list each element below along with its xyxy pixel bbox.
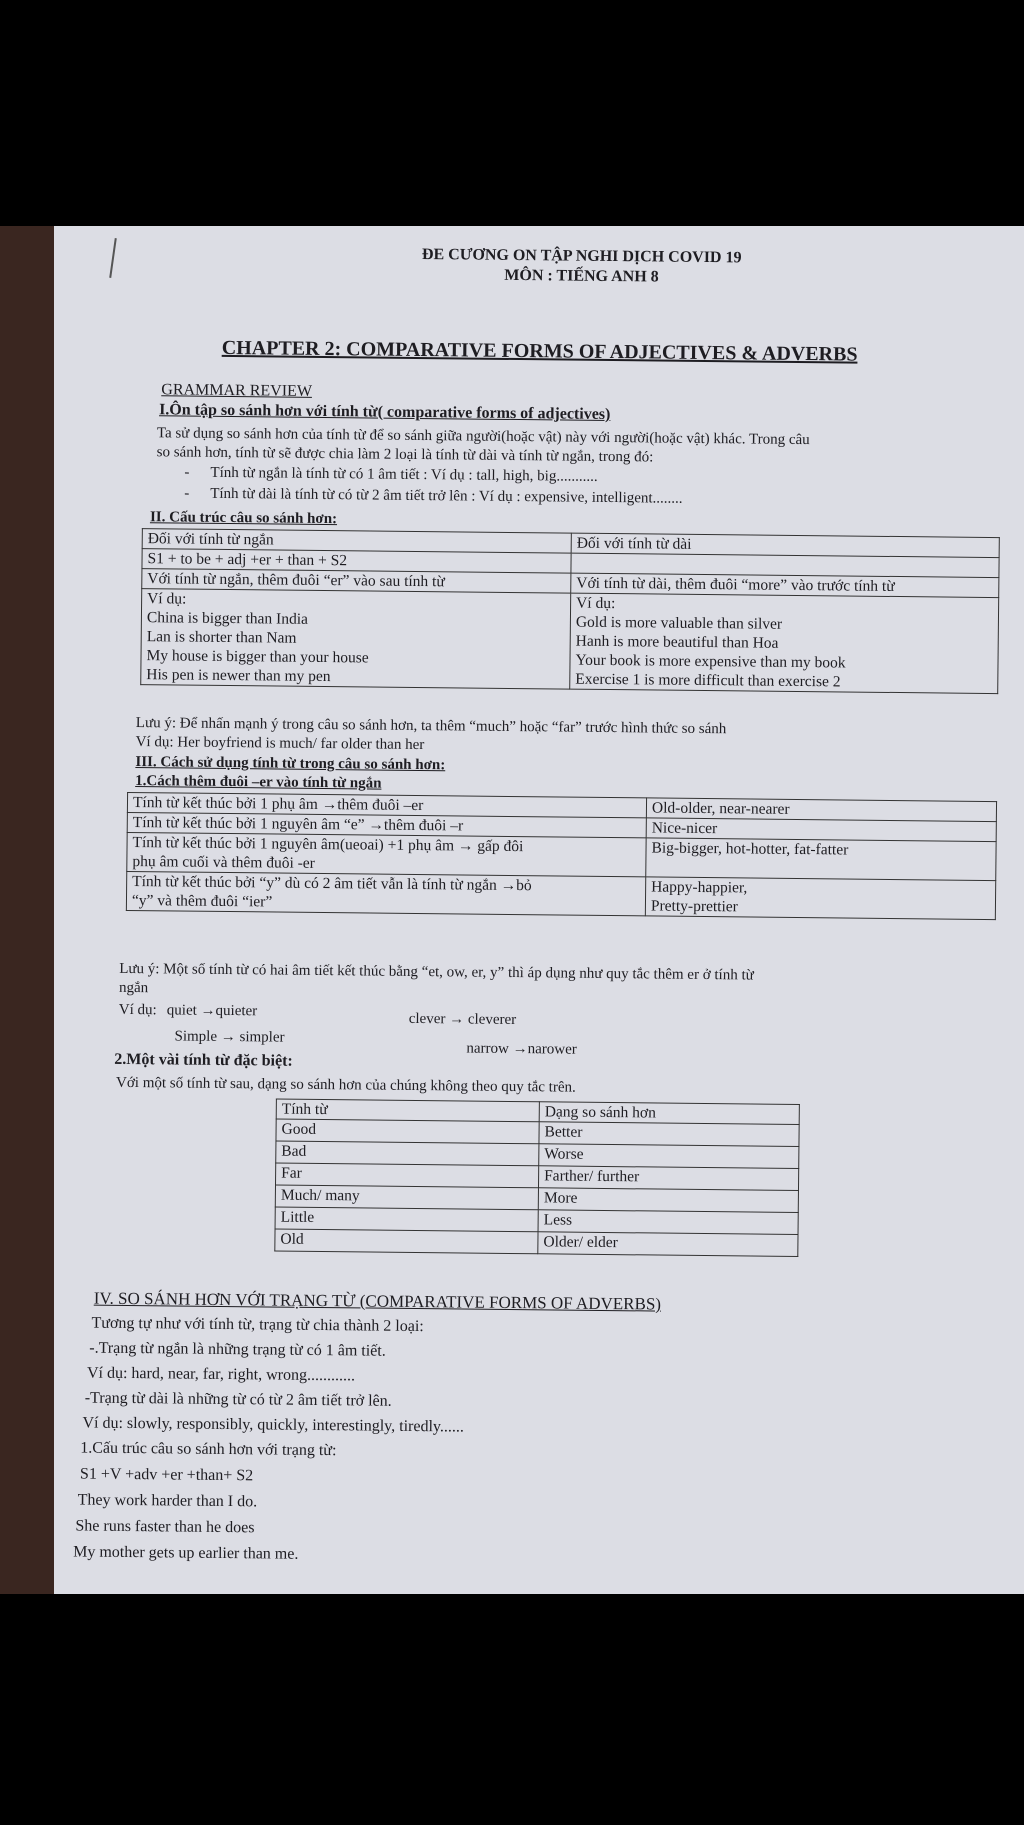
section-4-title: IV. SO SÁNH HƠN VỚI TRẠNG TỪ (COMPARATIVE FORMS OF ADVERBS) <box>93 1288 662 1314</box>
bullet-dash-1: - <box>184 464 190 481</box>
header-comparative: Dạng so sánh hơn <box>539 1102 799 1125</box>
example-cell <box>645 877 995 920</box>
section-1-para-2: so sánh hơn, tính từ sẽ được chia làm 2 loại là tính từ dài và tính từ ngắn, trong đó: <box>156 444 654 466</box>
example-narrow: narrow →narower <box>466 1040 577 1058</box>
example-long: Ví dụ: <box>576 594 616 613</box>
example-short: China is bigger than India <box>146 609 309 628</box>
section-2-title: II. Cấu trúc câu so sánh hơn: <box>149 509 338 528</box>
rule-text: Tính từ kết thúc bởi 1 nguyên âm(ueoai) +1 phụ âm → gấp đôi <box>132 834 524 856</box>
adjective-cell: Bad <box>276 1141 539 1166</box>
example-short: My house is bigger than your house <box>146 647 369 667</box>
comparative-cell: Worse <box>539 1144 799 1169</box>
example-clever: clever → cleverer <box>408 1010 517 1029</box>
rule-text: Tính từ kết thúc bởi “y” dù có 2 âm tiết vẫn là tính từ ngắn →bỏ <box>132 873 532 895</box>
section-1-bullet-1: Tính từ ngắn là tính từ có 1 âm tiết : Ví dụ : tall, high, big........... <box>210 464 598 485</box>
special-adjectives-table <box>274 1099 800 1257</box>
section-4-line: Ví dụ: hard, near, far, right, wrong............ <box>86 1364 356 1385</box>
section-3-sub-2-text: Với một số tính từ sau, dạng so sánh hơn của chúng không theo quy tắc trên. <box>115 1074 576 1096</box>
example-label: Ví dụ: <box>118 1001 157 1019</box>
rule-long: Với tính từ dài, thêm đuôi “more” vào trước tính từ <box>571 573 999 597</box>
rule-text: phụ âm cuối và thêm đuôi -er <box>132 853 315 872</box>
col-long-header: Đối với tính từ dài <box>571 533 999 557</box>
section-4-line: 1.Cấu trúc câu so sánh hơn với trạng từ: <box>80 1439 337 1460</box>
section-1-bullet-2: Tính từ dài là tính từ có từ 2 âm tiết trở lên : Ví dụ : expensive, intelligent........ <box>210 485 683 507</box>
example-simple: Simple → simpler <box>174 1028 285 1046</box>
example-short: His pen is newer than my pen <box>146 666 331 686</box>
examples-short-cell <box>141 589 571 689</box>
rule-text: Tính từ kết thúc bởi 1 phụ âm →thêm đuôi –er <box>132 794 424 815</box>
section-4-line: She runs faster than he does <box>75 1517 255 1537</box>
comparative-cell: Less <box>538 1210 798 1235</box>
bullet-dash-2: - <box>184 485 190 502</box>
comparative-cell: More <box>538 1188 798 1213</box>
header-line-1: ĐE CƯƠNG ON TẬP NGHI DỊCH COVID 19 <box>421 246 742 267</box>
comparative-cell: Farther/ further <box>538 1166 798 1191</box>
example-text: Happy-happier, <box>651 878 748 897</box>
section-1-title: I.Ôn tập so sánh hơn với tính từ( comparative forms of adjectives) <box>159 401 611 424</box>
example-long: Hanh is more beautiful than Hoa <box>575 632 779 652</box>
grammar-review-heading: GRAMMAR REVIEW <box>161 381 313 400</box>
col-short-header: Đối với tính từ ngắn <box>142 529 571 553</box>
rule-cell <box>127 832 646 876</box>
formula-short: S1 + to be + adj +er + than + S2 <box>142 549 571 573</box>
example-long: Gold is more valuable than silver <box>575 613 783 633</box>
example-text: Old-older, near-nearer <box>651 799 790 818</box>
section-4-line: S1 +V +adv +er +than+ S2 <box>79 1465 254 1485</box>
header-adjective: Tính từ <box>276 1099 539 1122</box>
section-2-note: Lưu ý: Để nhấn mạnh ý trong câu so sánh hơn, ta thêm “much” hoặc “far” trước hình thức so sánh <box>135 715 727 738</box>
example-short: Lan is shorter than Nam <box>146 628 297 647</box>
rule-text: Tính từ kết thúc bởi 1 nguyên âm “e” →thêm đuôi –r <box>132 814 464 835</box>
chapter-title: CHAPTER 2: COMPARATIVE FORMS OF ADJECTIVES & ADVERBS <box>221 336 858 366</box>
rule-cell <box>126 871 645 915</box>
section-4-line: Tương tự như với tính từ, trạng từ chia thành 2 loại: <box>91 1314 424 1336</box>
section-1-para-1: Ta sử dụng so sánh hơn của tính từ để so sánh giữa người(hoặc vật) này với người(hoặc vật) khác. Trong câu <box>156 425 810 449</box>
structure-table <box>140 528 1000 694</box>
example-text: Pretty-prettier <box>650 897 738 916</box>
section-3-note-line-1: Lưu ý: Một số tính từ có hai âm tiết kết thúc bằng “et, ow, er, y” thì áp dụng như quy tắc thêm er ở tính từ <box>119 960 754 984</box>
section-4-line: My mother gets up earlier than me. <box>73 1543 299 1563</box>
example-text: Nice-nicer <box>651 819 718 838</box>
comparative-cell: Older/ elder <box>538 1232 798 1257</box>
rule-text: “y” và thêm đuôi “ier” <box>131 892 273 911</box>
section-2-note-example: Ví dụ: Her boyfriend is much/ far older than her <box>135 734 425 754</box>
rule-short: Với tính từ ngắn, thêm đuôi “er” vào sau tính từ <box>142 569 571 593</box>
adjective-cell: Little <box>275 1207 538 1232</box>
example-cell <box>646 838 996 881</box>
section-4-line: Ví dụ: slowly, responsibly, quickly, interestingly, tiredly...... <box>82 1414 465 1436</box>
example-long: Exercise 1 is more difficult than exercise 2 <box>575 670 841 691</box>
section-3-sub-1: 1.Cách thêm đuôi –er vào tính từ ngắn <box>135 773 382 792</box>
er-rules-table <box>126 792 997 920</box>
section-3-note-line-2: ngắn <box>118 979 149 997</box>
example-text: Big-bigger, hot-hotter, fat-fatter <box>651 839 849 859</box>
table-row <box>126 871 995 919</box>
section-4-line: They work harder than I do. <box>77 1491 258 1511</box>
adjective-cell: Far <box>276 1163 539 1188</box>
section-3-title: III. Cách sử dụng tính từ trong câu so sánh hơn: <box>135 754 446 774</box>
adjective-cell: Good <box>276 1119 539 1144</box>
section-4-line: -.Trạng từ ngắn là những trạng từ có 1 âm tiết. <box>89 1339 386 1360</box>
table-row <box>275 1229 798 1256</box>
section-3-sub-2: 2.Một vài tính từ đặc biệt: <box>114 1050 293 1070</box>
header-line-2: MÔN : TIẾNG ANH 8 <box>504 266 659 286</box>
adjective-cell: Much/ many <box>275 1185 538 1210</box>
comparative-cell: Better <box>539 1122 799 1147</box>
section-4-line: -Trạng từ dài là những từ có từ 2 âm tiết trở lên. <box>84 1389 392 1410</box>
example-long: Your book is more expensive than my book <box>575 651 846 672</box>
example-quiet: quiet →quieter <box>166 1002 258 1020</box>
examples-long-cell <box>570 593 999 693</box>
example-short: Ví dụ: <box>147 590 187 608</box>
adjective-cell: Old <box>275 1229 538 1254</box>
